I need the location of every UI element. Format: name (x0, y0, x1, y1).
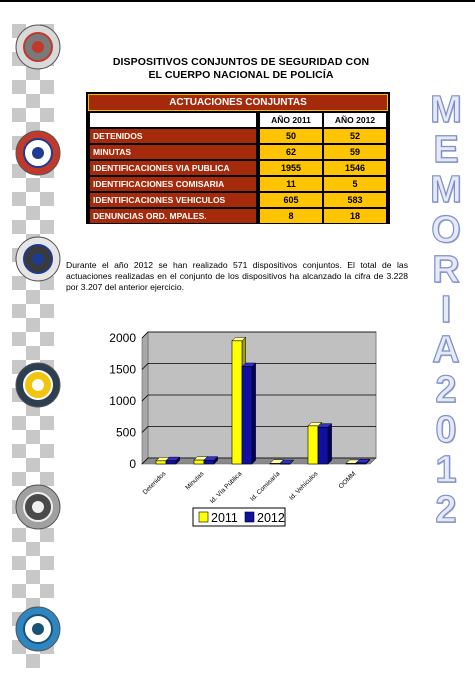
checker-cell (26, 570, 40, 584)
x-category-label: Id. Comisaría (249, 470, 282, 503)
rescue-unit-badge-icon (15, 130, 61, 176)
checker-cell (26, 346, 40, 360)
chart-svg (88, 318, 388, 538)
y-tick-label: 2000 (109, 331, 136, 345)
checker-cell (12, 332, 26, 346)
bar-2011 (156, 461, 166, 464)
y-tick-label: 0 (129, 457, 136, 471)
checker-cell (40, 528, 54, 542)
row-label: MINUTAS (90, 145, 256, 159)
value-2012: 59 (324, 145, 386, 159)
value-2012: 1546 (324, 161, 386, 175)
legend-swatch-2011 (199, 512, 208, 522)
checker-cell (26, 178, 40, 192)
heading-line-2: EL CUERPO NACIONAL DE POLICÍA (148, 69, 334, 81)
side-title-letter: 2 (435, 489, 457, 531)
checker-cell (40, 108, 54, 122)
table-row (88, 209, 388, 223)
summary-paragraph: Durante el año 2012 se han realizado 571 dispositivos conjuntos. El total de las actuaciones realizadas en el conjunto de los dispositivos ha alcanzado la cifra de 3.228 por 3.207 del anterior ejercicio. (66, 260, 408, 292)
bar-side (328, 424, 332, 464)
x-category-label: Detenidos (141, 470, 168, 497)
table-row (88, 161, 388, 175)
checker-cell (40, 444, 54, 458)
bar-2011 (308, 426, 318, 464)
checker-cell (26, 94, 40, 108)
x-category-label: OOMM (337, 470, 358, 491)
x-category-label: Minutas (184, 470, 206, 492)
side-title-letter: I (440, 289, 452, 331)
checker-cell (12, 220, 26, 234)
heading-line-1: DISPOSITIVOS CONJUNTOS DE SEGURIDAD CON (112, 56, 370, 68)
y-tick-label: 500 (115, 425, 136, 440)
ugt-badge-icon (15, 362, 61, 408)
bar-2012 (166, 461, 176, 464)
checker-cell (12, 192, 26, 206)
table-row (88, 193, 388, 207)
value-2011: 605 (260, 193, 322, 207)
bar-2011 (232, 341, 242, 464)
value-2011: 62 (260, 145, 322, 159)
legend-label-2011: 2011 (211, 511, 238, 525)
actuaciones-table (86, 92, 390, 224)
table-title: ACTUACIONES CONJUNTAS (88, 94, 388, 111)
side-title-letter: E (433, 129, 459, 171)
checker-cell (40, 584, 54, 598)
value-2012: 583 (324, 193, 386, 207)
checker-cell (40, 80, 54, 94)
bar-2012 (280, 464, 290, 465)
bar-2012 (204, 460, 214, 464)
side-title-letter: O (431, 209, 461, 251)
row-label: IDENTIFICACIONES VIA PUBLICA (90, 161, 256, 175)
bar-2011 (346, 463, 356, 464)
bar-2011 (194, 460, 204, 464)
value-2011: 8 (260, 209, 322, 223)
row-label: IDENTIFICACIONES VEHICULOS (90, 193, 256, 207)
side-title-letter: A (432, 329, 460, 371)
side-title-letter: M (430, 169, 462, 211)
value-2012: 5 (324, 177, 386, 191)
value-2012: 52 (324, 129, 386, 143)
column-2011-header: AÑO 2011 (260, 113, 322, 127)
crest-logo-icon (15, 24, 61, 70)
checker-cell (12, 108, 26, 122)
value-2011: 1955 (260, 161, 322, 175)
checker-cell (40, 304, 54, 318)
checker-cell (26, 654, 40, 668)
column-2012-header: AÑO 2012 (324, 113, 386, 127)
y-tick-label: 1000 (109, 394, 136, 408)
bar-2012 (356, 463, 366, 464)
checker-cell (40, 416, 54, 430)
checker-cell (26, 318, 40, 332)
table-row (88, 129, 388, 143)
bar-side (252, 363, 256, 464)
table-row (88, 177, 388, 191)
value-2011: 50 (260, 129, 322, 143)
checker-cell (26, 458, 40, 472)
upma-badge-icon (15, 606, 61, 652)
checker-cell (26, 290, 40, 304)
bar-2011 (270, 463, 280, 464)
left-checkered-strip (12, 24, 54, 664)
checker-cell (12, 556, 26, 570)
x-category-label: Id. Vehículos (288, 470, 320, 502)
side-title-letter: R (432, 249, 460, 291)
checker-cell (40, 332, 54, 346)
checker-cell (40, 192, 54, 206)
checker-cell (26, 430, 40, 444)
checker-cell (26, 542, 40, 556)
checker-cell (40, 556, 54, 570)
ata-badge-icon (15, 236, 61, 282)
side-title-letter: 1 (435, 449, 457, 491)
side-title-memoria-2012 (424, 90, 468, 530)
comparison-bar-chart (88, 318, 388, 538)
table-row (88, 145, 388, 159)
canine-unit-badge-icon (15, 484, 61, 530)
x-category-label: Id. Vía Pública (208, 470, 244, 506)
checker-cell (12, 584, 26, 598)
checker-cell (12, 80, 26, 94)
side-title-letter: 2 (435, 369, 457, 411)
bar-2012 (318, 427, 328, 464)
legend-swatch-2012 (245, 512, 254, 522)
table-header-row (88, 113, 388, 127)
table-header-blank (90, 113, 256, 127)
side-title-letter: M (430, 89, 462, 131)
page-heading (80, 56, 402, 82)
row-label: DENUNCIAS ORD. MPALES. (90, 209, 256, 223)
row-label: DETENIDOS (90, 129, 256, 143)
value-2012: 18 (324, 209, 386, 223)
checker-cell (12, 528, 26, 542)
checker-cell (12, 304, 26, 318)
bar-2012 (242, 367, 252, 464)
top-rule (0, 0, 475, 2)
checker-cell (26, 206, 40, 220)
y-tick-label: 1500 (109, 362, 136, 377)
legend-label-2012: 2012 (257, 511, 285, 525)
checker-cell (40, 220, 54, 234)
row-label: IDENTIFICACIONES COMISARIA (90, 177, 256, 191)
value-2011: 11 (260, 177, 322, 191)
side-title-letter: 0 (435, 409, 457, 451)
checker-cell (12, 444, 26, 458)
checker-cell (12, 416, 26, 430)
